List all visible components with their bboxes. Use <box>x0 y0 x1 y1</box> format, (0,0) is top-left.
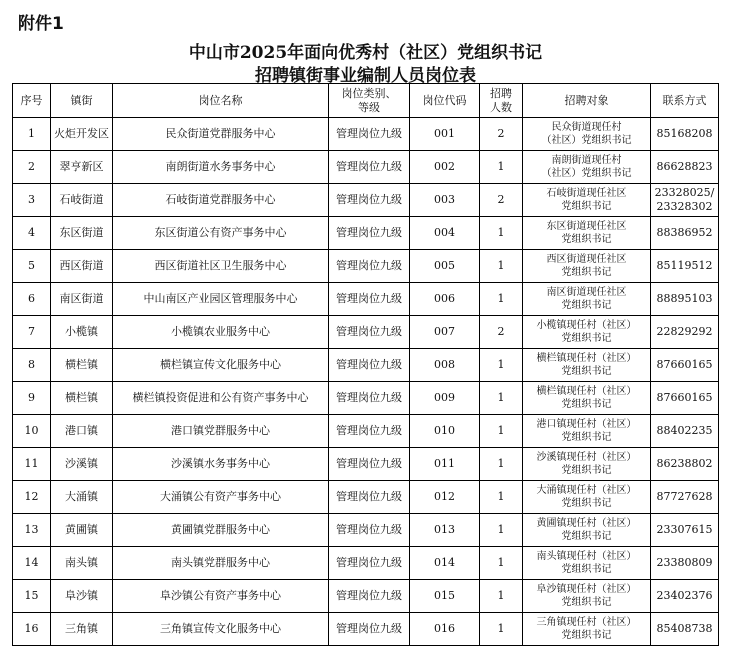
cell-post: 石岐街道党群服务中心 <box>113 184 329 217</box>
cell-category: 管理岗位九级 <box>329 415 410 448</box>
cell-contact <box>651 118 719 151</box>
cell-town: 沙溪镇 <box>51 448 113 481</box>
table-row <box>13 184 719 217</box>
cell-contact-line1: 86238802 <box>656 457 713 470</box>
header-target: 招聘对象 <box>523 84 651 118</box>
table-row <box>13 250 719 283</box>
cell-contact-line1: 85408738 <box>656 622 713 635</box>
cell-count: 1 <box>480 415 523 448</box>
document-title-line2: 招聘镇街事业编制人员岗位表 <box>255 66 476 86</box>
cell-category: 管理岗位九级 <box>329 283 410 316</box>
cell-contact <box>651 382 719 415</box>
cell-contact-line1: 23380809 <box>656 556 713 569</box>
cell-target-line1: 小榄镇现任村（社区） <box>536 320 637 331</box>
cell-contact-line1: 23328025/ <box>654 186 715 199</box>
cell-code: 006 <box>410 283 480 316</box>
header-contact: 联系方式 <box>651 84 719 118</box>
cell-code: 001 <box>410 118 480 151</box>
cell-target-line2: 党组织书记 <box>561 201 612 212</box>
cell-target <box>523 151 651 184</box>
cell-post: 横栏镇宣传文化服务中心 <box>113 349 329 382</box>
cell-seq: 11 <box>13 448 51 481</box>
cell-contact-line1: 88402235 <box>656 424 713 437</box>
cell-post: 西区街道社区卫生服务中心 <box>113 250 329 283</box>
cell-contact-line1: 87660165 <box>656 391 713 404</box>
cell-seq: 5 <box>13 250 51 283</box>
cell-contact-line1: 88386952 <box>656 226 713 239</box>
cell-count: 1 <box>480 217 523 250</box>
cell-town: 石岐街道 <box>51 184 113 217</box>
cell-target-line1: 阜沙镇现任村（社区） <box>536 584 637 595</box>
table-row <box>13 118 719 151</box>
cell-post: 阜沙镇公有资产事务中心 <box>113 580 329 613</box>
cell-contact-line1: 23307615 <box>656 523 713 536</box>
cell-target-line1: 大涌镇现任村（社区） <box>536 485 637 496</box>
cell-post: 黄圃镇党群服务中心 <box>113 514 329 547</box>
cell-category: 管理岗位九级 <box>329 118 410 151</box>
table-header-row <box>13 84 719 118</box>
cell-town: 南头镇 <box>51 547 113 580</box>
cell-target-line1: 民众街道现任村 <box>551 122 622 133</box>
header-count <box>480 84 523 118</box>
cell-seq: 2 <box>13 151 51 184</box>
cell-post: 三角镇宣传文化服务中心 <box>113 613 329 646</box>
cell-town: 大涌镇 <box>51 481 113 514</box>
cell-count: 1 <box>480 613 523 646</box>
cell-code: 015 <box>410 580 480 613</box>
cell-town: 东区街道 <box>51 217 113 250</box>
cell-target-line1: 南头镇现任村（社区） <box>536 551 637 562</box>
table-row <box>13 580 719 613</box>
cell-category: 管理岗位九级 <box>329 613 410 646</box>
table-row <box>13 613 719 646</box>
cell-count: 1 <box>480 382 523 415</box>
cell-target-line2: 党组织书记 <box>561 234 612 245</box>
cell-code: 010 <box>410 415 480 448</box>
cell-post: 东区街道公有资产事务中心 <box>113 217 329 250</box>
cell-category: 管理岗位九级 <box>329 514 410 547</box>
cell-count: 1 <box>480 283 523 316</box>
cell-contact <box>651 184 719 217</box>
header-category-line1: 岗位类别、 <box>341 86 397 100</box>
cell-town: 港口镇 <box>51 415 113 448</box>
cell-post: 民众街道党群服务中心 <box>113 118 329 151</box>
cell-code: 007 <box>410 316 480 349</box>
cell-target-line2: 党组织书记 <box>561 432 612 443</box>
table-body <box>13 118 719 646</box>
cell-target-line2: 党组织书记 <box>561 564 612 575</box>
cell-contact <box>651 580 719 613</box>
cell-category: 管理岗位九级 <box>329 250 410 283</box>
cell-target-line1: 横栏镇现任村（社区） <box>536 353 637 364</box>
cell-count: 1 <box>480 349 523 382</box>
table-row <box>13 415 719 448</box>
cell-target <box>523 250 651 283</box>
cell-seq: 14 <box>13 547 51 580</box>
cell-target-line1: 港口镇现任村（社区） <box>536 419 637 430</box>
cell-target <box>523 217 651 250</box>
cell-target <box>523 118 651 151</box>
cell-post: 南头镇党群服务中心 <box>113 547 329 580</box>
cell-target-line1: 横栏镇现任村（社区） <box>536 386 637 397</box>
table-row <box>13 514 719 547</box>
header-count-line2: 人数 <box>490 100 512 114</box>
attachment-label: 附件1 <box>18 14 64 34</box>
cell-contact-line1: 85119512 <box>656 259 713 272</box>
cell-code: 013 <box>410 514 480 547</box>
cell-town: 黄圃镇 <box>51 514 113 547</box>
header-category-line2: 等级 <box>358 100 380 114</box>
cell-town: 翠亨新区 <box>51 151 113 184</box>
cell-contact <box>651 283 719 316</box>
table-row <box>13 382 719 415</box>
cell-contact <box>651 613 719 646</box>
cell-seq: 6 <box>13 283 51 316</box>
cell-target-line2: （社区）党组织书记 <box>541 168 632 179</box>
cell-count: 1 <box>480 151 523 184</box>
cell-target <box>523 316 651 349</box>
cell-town: 南区街道 <box>51 283 113 316</box>
cell-target <box>523 415 651 448</box>
cell-seq: 3 <box>13 184 51 217</box>
cell-contact <box>651 514 719 547</box>
cell-count: 1 <box>480 448 523 481</box>
cell-seq: 13 <box>13 514 51 547</box>
cell-code: 016 <box>410 613 480 646</box>
cell-target-line1: 三角镇现任村（社区） <box>536 617 637 628</box>
cell-category: 管理岗位九级 <box>329 151 410 184</box>
cell-target-line2: 党组织书记 <box>561 465 612 476</box>
cell-post: 中山南区产业园区管理服务中心 <box>113 283 329 316</box>
cell-target-line2: 党组织书记 <box>561 333 612 344</box>
table-row <box>13 349 719 382</box>
cell-post: 沙溪镇水务事务中心 <box>113 448 329 481</box>
cell-target-line2: 党组织书记 <box>561 531 612 542</box>
cell-target <box>523 382 651 415</box>
cell-target <box>523 349 651 382</box>
cell-contact <box>651 448 719 481</box>
cell-target-line2: 党组织书记 <box>561 267 612 278</box>
cell-category: 管理岗位九级 <box>329 316 410 349</box>
cell-count: 2 <box>480 118 523 151</box>
cell-target <box>523 514 651 547</box>
cell-contact <box>651 316 719 349</box>
header-town: 镇街 <box>51 84 113 118</box>
cell-count: 2 <box>480 316 523 349</box>
table-row <box>13 448 719 481</box>
cell-contact-line1: 85168208 <box>656 127 713 140</box>
cell-contact <box>651 481 719 514</box>
header-category <box>329 84 410 118</box>
cell-seq: 8 <box>13 349 51 382</box>
cell-category: 管理岗位九级 <box>329 481 410 514</box>
cell-code: 012 <box>410 481 480 514</box>
cell-seq: 4 <box>13 217 51 250</box>
cell-target-line2: 党组织书记 <box>561 498 612 509</box>
cell-contact-line1: 87727628 <box>656 490 713 503</box>
cell-target <box>523 580 651 613</box>
cell-target-line2: 党组织书记 <box>561 399 612 410</box>
cell-contact-line1: 22829292 <box>656 325 713 338</box>
cell-contact-line1: 88895103 <box>656 292 713 305</box>
cell-count: 1 <box>480 580 523 613</box>
cell-target-line1: 西区街道现任社区 <box>546 254 627 265</box>
cell-target-line1: 东区街道现任社区 <box>546 221 627 232</box>
cell-contact <box>651 349 719 382</box>
cell-count: 1 <box>480 514 523 547</box>
cell-count: 1 <box>480 481 523 514</box>
document-title-line1: 中山市2025年面向优秀村（社区）党组织书记 <box>188 43 543 63</box>
cell-target-line2: 党组织书记 <box>561 630 612 641</box>
cell-target <box>523 481 651 514</box>
cell-contact <box>651 415 719 448</box>
cell-contact-line1: 86628823 <box>656 160 713 173</box>
cell-town: 三角镇 <box>51 613 113 646</box>
cell-post: 港口镇党群服务中心 <box>113 415 329 448</box>
cell-code: 005 <box>410 250 480 283</box>
table-row <box>13 151 719 184</box>
header-seq: 序号 <box>13 84 51 118</box>
cell-target <box>523 184 651 217</box>
cell-count: 1 <box>480 250 523 283</box>
header-count-line1: 招聘 <box>490 86 512 100</box>
cell-seq: 10 <box>13 415 51 448</box>
cell-target-line1: 沙溪镇现任村（社区） <box>536 452 637 463</box>
header-code: 岗位代码 <box>410 84 480 118</box>
cell-post: 横栏镇投资促进和公有资产事务中心 <box>113 382 329 415</box>
cell-town: 阜沙镇 <box>51 580 113 613</box>
cell-target-line1: 石岐街道现任社区 <box>546 188 627 199</box>
cell-town: 西区街道 <box>51 250 113 283</box>
cell-contact-line1: 23402376 <box>656 589 713 602</box>
cell-code: 008 <box>410 349 480 382</box>
cell-contact <box>651 547 719 580</box>
cell-target-line1: 黄圃镇现任村（社区） <box>536 518 637 529</box>
cell-target-line2: 党组织书记 <box>561 597 612 608</box>
cell-target <box>523 448 651 481</box>
cell-contact-line1: 87660165 <box>656 358 713 371</box>
cell-seq: 1 <box>13 118 51 151</box>
cell-code: 014 <box>410 547 480 580</box>
cell-seq: 12 <box>13 481 51 514</box>
cell-category: 管理岗位九级 <box>329 217 410 250</box>
cell-code: 003 <box>410 184 480 217</box>
cell-town: 火炬开发区 <box>51 118 113 151</box>
table-row <box>13 316 719 349</box>
cell-code: 004 <box>410 217 480 250</box>
cell-target <box>523 547 651 580</box>
cell-seq: 16 <box>13 613 51 646</box>
cell-target <box>523 283 651 316</box>
cell-contact-line2: 23328302 <box>656 200 713 213</box>
cell-target-line1: 南朗街道现任村 <box>551 155 622 166</box>
table-row <box>13 547 719 580</box>
cell-count: 1 <box>480 547 523 580</box>
positions-table <box>12 83 719 646</box>
cell-target-line2: 党组织书记 <box>561 366 612 377</box>
cell-town: 横栏镇 <box>51 349 113 382</box>
cell-seq: 9 <box>13 382 51 415</box>
cell-post: 南朗街道水务事务中心 <box>113 151 329 184</box>
cell-contact <box>651 250 719 283</box>
cell-category: 管理岗位九级 <box>329 547 410 580</box>
cell-seq: 15 <box>13 580 51 613</box>
cell-code: 011 <box>410 448 480 481</box>
cell-town: 小榄镇 <box>51 316 113 349</box>
cell-seq: 7 <box>13 316 51 349</box>
cell-category: 管理岗位九级 <box>329 382 410 415</box>
cell-category: 管理岗位九级 <box>329 349 410 382</box>
cell-target-line1: 南区街道现任社区 <box>546 287 627 298</box>
cell-category: 管理岗位九级 <box>329 580 410 613</box>
table-row <box>13 481 719 514</box>
cell-count: 2 <box>480 184 523 217</box>
cell-contact <box>651 151 719 184</box>
table-row <box>13 283 719 316</box>
cell-code: 009 <box>410 382 480 415</box>
cell-contact <box>651 217 719 250</box>
table-row <box>13 217 719 250</box>
cell-category: 管理岗位九级 <box>329 184 410 217</box>
cell-post: 大涌镇公有资产事务中心 <box>113 481 329 514</box>
cell-code: 002 <box>410 151 480 184</box>
cell-town: 横栏镇 <box>51 382 113 415</box>
cell-target-line2: （社区）党组织书记 <box>541 135 632 146</box>
cell-target-line2: 党组织书记 <box>561 300 612 311</box>
header-post: 岗位名称 <box>113 84 329 118</box>
cell-category: 管理岗位九级 <box>329 448 410 481</box>
cell-post: 小榄镇农业服务中心 <box>113 316 329 349</box>
cell-target <box>523 613 651 646</box>
